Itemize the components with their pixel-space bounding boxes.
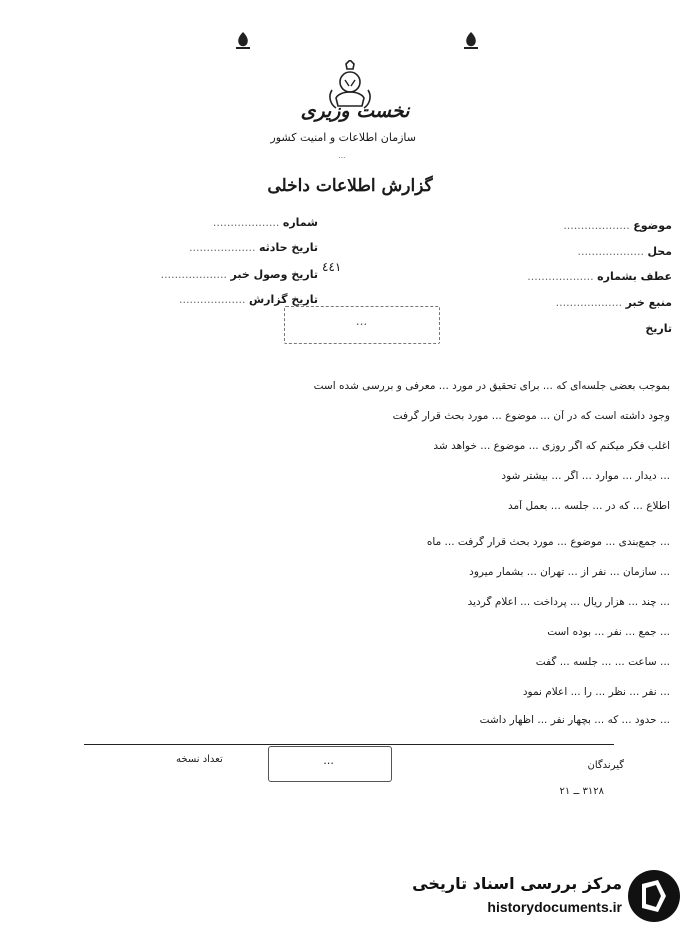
field-receipt-date-label: تاریخ وصول خبر — [230, 268, 318, 281]
field-location-label: محل — [647, 245, 672, 258]
body-line: ... چند ... هزار ریال ... پرداخت ... اعلام گردید — [467, 596, 670, 608]
field-receipt-date — [88, 268, 318, 281]
body-line: ... جمع‌بندی ... موضوع ... مورد بحث قرار گرفت ... ماه — [426, 536, 670, 548]
body-line: ... حدود ... که ... بچهار نفر ... اظهار داشت — [479, 714, 670, 726]
field-subject — [392, 219, 672, 232]
top-right-ornament-icon — [460, 30, 482, 52]
body-line: ... دیدار ... موارد ... اگر ... بیشتر شود — [501, 470, 670, 482]
watermark-url: historydocuments.ir — [487, 899, 622, 915]
body-line: بموجب بعضی جلسه‌ای که ... برای تحقیق در مورد ... معرفی و بررسی شده است — [313, 380, 670, 392]
field-date-label: تاریخ — [645, 322, 672, 335]
field-subject-label: موضوع — [633, 219, 672, 232]
archive-logo-icon — [626, 868, 682, 924]
header-stamp-text: ... — [356, 314, 368, 328]
document-code: ٣١٢٨ ــ ٢١ — [559, 786, 604, 797]
body-line: اطلاع ... که در ... جلسه ... بعمل آمد — [508, 500, 670, 512]
report-type-title: گزارش اطلاعات داخلی — [267, 176, 433, 196]
field-subject-dots: ................... — [563, 219, 630, 232]
copies-label: تعداد نسخه — [176, 754, 223, 765]
field-report-date — [88, 293, 318, 306]
footer-divider — [84, 744, 614, 745]
field-location — [392, 245, 672, 258]
recipients-label: گیرندگان — [587, 760, 624, 771]
field-incident-date — [88, 241, 318, 254]
body-line: ... نفر ... نظر ... را ... اعلام نمود — [522, 686, 670, 698]
field-reference-dots: ................... — [527, 270, 594, 283]
header-note: ... — [338, 152, 346, 160]
reference-code: ٤٤١ — [322, 260, 342, 274]
field-source-dots: ................... — [555, 296, 623, 309]
body-line: ... سازمان ... نفر از ... تهران ... بشمار میرود — [469, 566, 670, 578]
header-organization: سازمان اطلاعات و امنیت کشور — [270, 131, 416, 144]
field-incident-date-dots: ................... — [189, 241, 256, 254]
field-report-date-dots: ................... — [179, 293, 246, 306]
body-line: وجود داشته است که در آن ... موضوع ... مورد بحث قرار گرفت — [392, 410, 670, 422]
body-line: ... ساعت ... ... جلسه ... گفت — [535, 656, 670, 668]
top-left-ornament-icon — [232, 30, 254, 52]
body-line: ... جمع ... نفر ... بوده است — [547, 626, 670, 638]
header-title: نخست وزیری — [300, 100, 410, 122]
body-line: اغلب فکر میکنم که اگر روزی ... موضوع ... خواهد شد — [433, 440, 670, 452]
field-location-dots: ................... — [577, 245, 644, 258]
field-receipt-date-dots: ................... — [160, 268, 228, 281]
field-incident-date-label: تاریخ حادثه — [259, 241, 318, 254]
field-number-label: شماره — [282, 216, 318, 229]
field-report-date-label: تاریخ گزارش — [248, 293, 318, 306]
watermark-site-name: مرکز بررسی اسناد تاریخی — [412, 874, 622, 893]
field-number — [88, 216, 318, 229]
field-number-dots: ................... — [212, 216, 280, 229]
field-reference — [392, 270, 672, 283]
field-reference-label: عطف بشماره — [597, 270, 672, 283]
footer-stamp-text: ... — [323, 754, 335, 767]
field-source-label: منبع خبر — [625, 296, 672, 309]
